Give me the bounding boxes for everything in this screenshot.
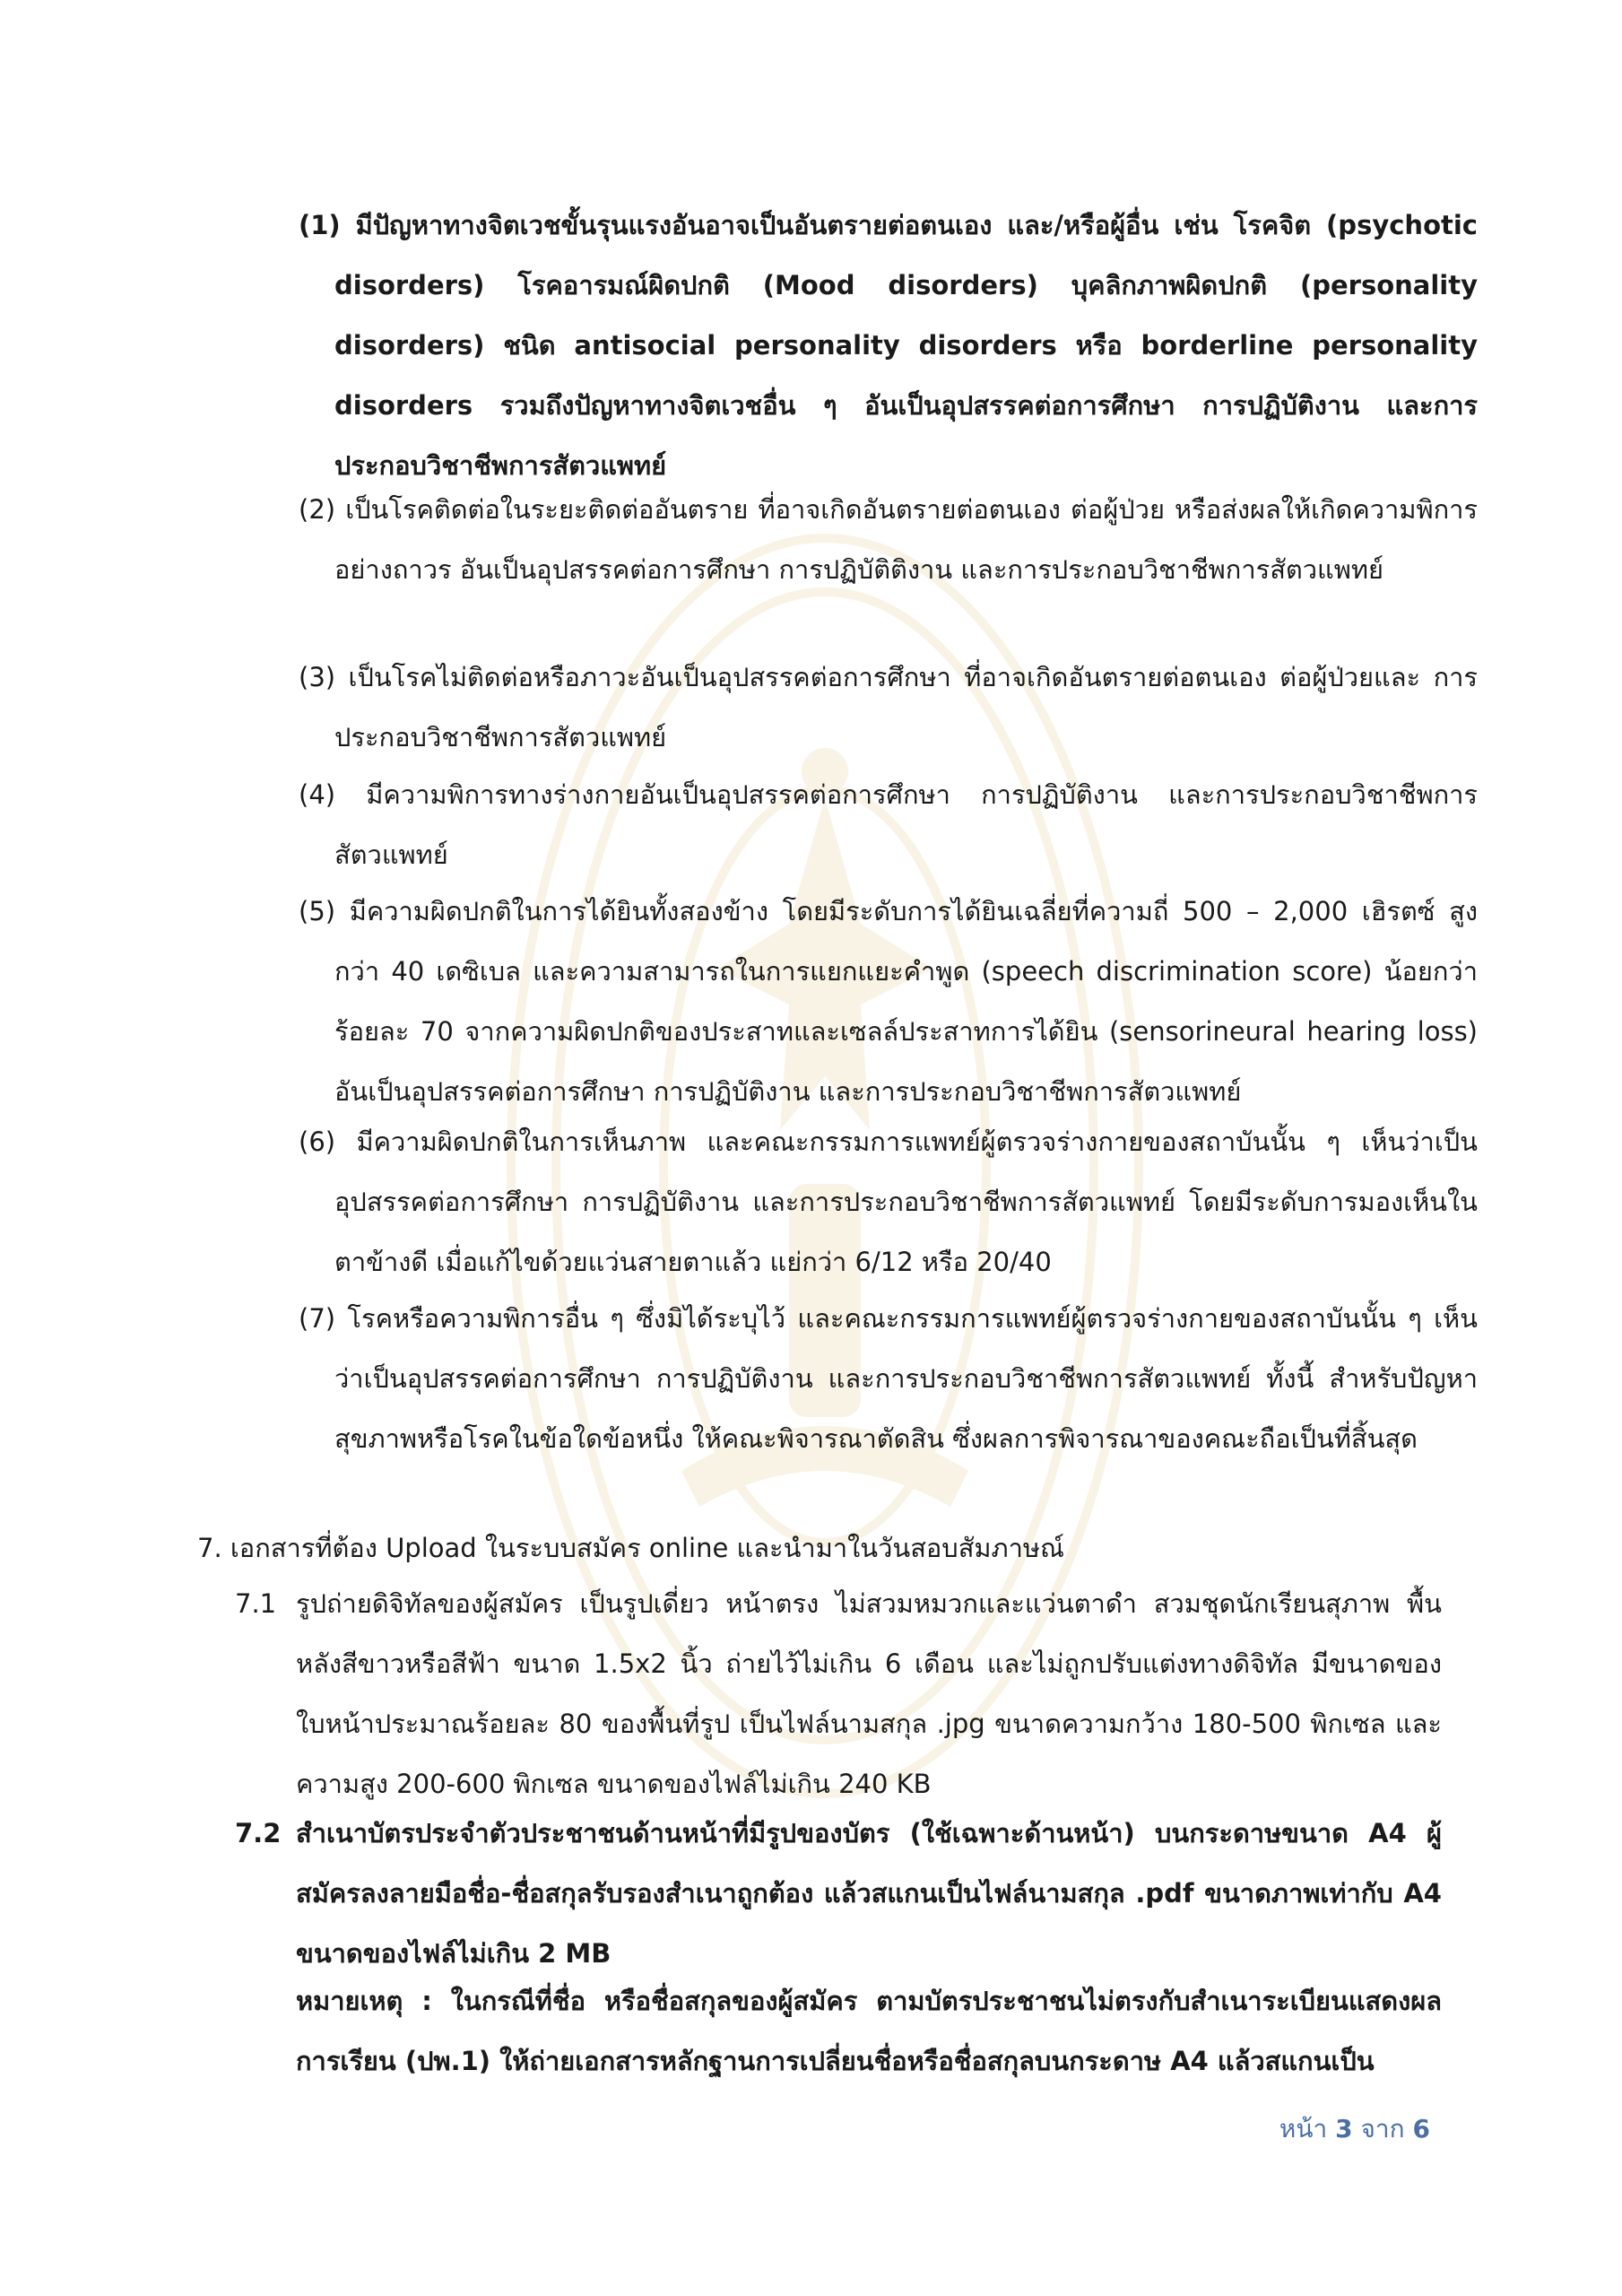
criteria-item-1-text: (1) มีปัญหาทางจิตเวชขั้นรุนแรงอันอาจเป็นอันตรายต่อตนเอง และ/หรือผู้อื่น เช่น โรคจิต (psychotic disorders) โรคอารมณ์ผิดปกติ (Mood disorders) บุคลิกภาพผิดปกติ (personality disorders) ชนิด antisocial personality disorders หรือ borderline personality disorders รวมถึงปัญหาทางจิตเวชอื่น ๆ อันเป็นอุปสรรคต่อการศึกษา การปฏิบัติงาน และการประกอบวิชาชีพการสัตวแพทย์ — [299, 210, 1478, 481]
page-footer — [1279, 2109, 1430, 2149]
criteria-item-3 — [299, 648, 1478, 768]
section-7-1-body: รูปถ่ายดิจิทัลของผู้สมัคร เป็นรูปเดี่ยว หน้าตรง ไม่สวมหมวกและแว่นตาดำ สวมชุดนักเรียนสุภาพ พื้นหลังสีขาวหรือสีฟ้า ขนาด 1.5x2 นิ้ว ถ่ายไว้ไม่เกิน 6 เดือน และไม่ถูกปรับแต่งทางดิจิทัล มีขนาดของใบหน้าประมาณร้อยละ 80 ของพื้นที่รูป เป็นไฟล์นามสกุล .jpg ขนาดความกว้าง 180-500 พิกเซล และความสูง 200-600 พิกเซล ขนาดของไฟล์ไม่เกิน 240 KB — [296, 1588, 1442, 1799]
criteria-item-5 — [299, 882, 1478, 1122]
criteria-item-3-text: (3) เป็นโรคไม่ติดต่อหรือภาวะอันเป็นอุปสรรคต่อการศึกษา ที่อาจเกิดอันตรายต่อตนเอง ต่อผู้ป่วยและ การประกอบวิชาชีพการสัตวแพทย์ — [299, 662, 1478, 752]
section-7-1-number: 7.1 — [235, 1588, 277, 1619]
section-7-heading-text: 7. เอกสารที่ต้อง Upload ในระบบสมัคร online และนำมาในวันสอบสัมภาษณ์ — [197, 1533, 1064, 1563]
criteria-item-2 — [299, 480, 1478, 600]
criteria-item-6 — [299, 1112, 1478, 1292]
footer-total-pages: 6 — [1412, 2114, 1430, 2144]
criteria-item-7 — [299, 1289, 1478, 1469]
section-7-1-text — [296, 1574, 1442, 1814]
criteria-item-7-text: (7) โรคหรือความพิการอื่น ๆ ซึ่งมิได้ระบุไว้ และคณะกรรมการแพทย์ผู้ตรวจร่างกายของสถาบันนั้น ๆ เห็นว่าเป็นอุปสรรคต่อการศึกษา การปฏิบัติงาน และการประกอบวิชาชีพการสัตวแพทย์ ทั้งนี้ สำหรับปัญหาสุขภาพหรือโรคในข้อใดข้อหนึ่ง ให้คณะพิจารณาตัดสิน ซึ่งผลการพิจารณาของคณะถือเป็นที่สิ้นสุด — [299, 1303, 1478, 1454]
criteria-item-1 — [299, 196, 1478, 496]
criteria-item-4 — [299, 765, 1478, 885]
footer-page-number: 3 — [1335, 2114, 1353, 2144]
section-7-2-note-text: หมายเหตุ : ในกรณีที่ชื่อ หรือชื่อสกุลของผู้สมัคร ตามบัตรประชาชนไม่ตรงกับสำเนาระเบียนแสดงผลการเรียน (ปพ.1) ให้ถ่ายเอกสารหลักฐานการเปลี่ยนชื่อหรือชื่อสกุลบนกระดาษ A4 แล้วสแกนเป็น — [296, 1986, 1442, 2076]
criteria-item-5-text: (5) มีความผิดปกติในการได้ยินทั้งสองข้าง โดยมีระดับการได้ยินเฉลี่ยที่ความถี่ 500 – 2,000 เฮิรตซ์ สูงกว่า 40 เดซิเบล และความสามารถในการแยกแยะคำพูด (speech discrimination score) น้อยกว่า ร้อยละ 70 จากความผิดปกติของประสาทและเซลล์ประสาทการได้ยิน (sensorineural hearing loss) อันเป็นอุปสรรคต่อการศึกษา การปฏิบัติงาน และการประกอบวิชาชีพการสัตวแพทย์ — [299, 896, 1478, 1107]
section-7-2-body: สำเนาบัตรประจำตัวประชาชนด้านหน้าที่มีรูปของบัตร (ใช้เฉพาะด้านหน้า) บนกระดาษขนาด A4 ผู้สมัครลงลายมือชื่อ-ชื่อสกุลรับรองสำเนาถูกต้อง แล้วสแกนเป็นไฟล์นามสกุล .pdf ขนาดภาพเท่ากับ A4 ขนาดของไฟล์ไม่เกิน 2 MB — [296, 1818, 1442, 1969]
section-7-2-number: 7.2 — [235, 1818, 282, 1848]
criteria-item-6-text: (6) มีความผิดปกติในการเห็นภาพ และคณะกรรมการแพทย์ผู้ตรวจร่างกายของสถาบันนั้น ๆ เห็นว่าเป็นอุปสรรคต่อการศึกษา การปฏิบัติงาน และการประกอบวิชาชีพการสัตวแพทย์ โดยมีระดับการมองเห็นในตาข้างดี เมื่อแก้ไขด้วยแว่นสายตาแล้ว แย่กว่า 6/12 หรือ 20/40 — [299, 1126, 1478, 1277]
footer-of: จาก — [1360, 2114, 1405, 2144]
criteria-item-4-text: (4) มีความพิการทางร่างกายอันเป็นอุปสรรคต่อการศึกษา การปฏิบัติงาน และการประกอบวิชาชีพการสัตวแพทย์ — [299, 779, 1478, 870]
section-7-2-text — [296, 1804, 1442, 1984]
footer-label: หน้า — [1279, 2114, 1328, 2144]
section-7-heading — [197, 1518, 1442, 1578]
section-7-2-note — [296, 1971, 1442, 2092]
criteria-item-2-text: (2) เป็นโรคติดต่อในระยะติดต่ออันตราย ที่อาจเกิดอันตรายต่อตนเอง ต่อผู้ป่วย หรือส่งผลให้เกิดความพิการอย่างถาวร อันเป็นอุปสรรคต่อการศึกษา การปฏิบัติติงาน และการประกอบวิชาชีพการสัตวแพทย์ — [299, 494, 1478, 585]
